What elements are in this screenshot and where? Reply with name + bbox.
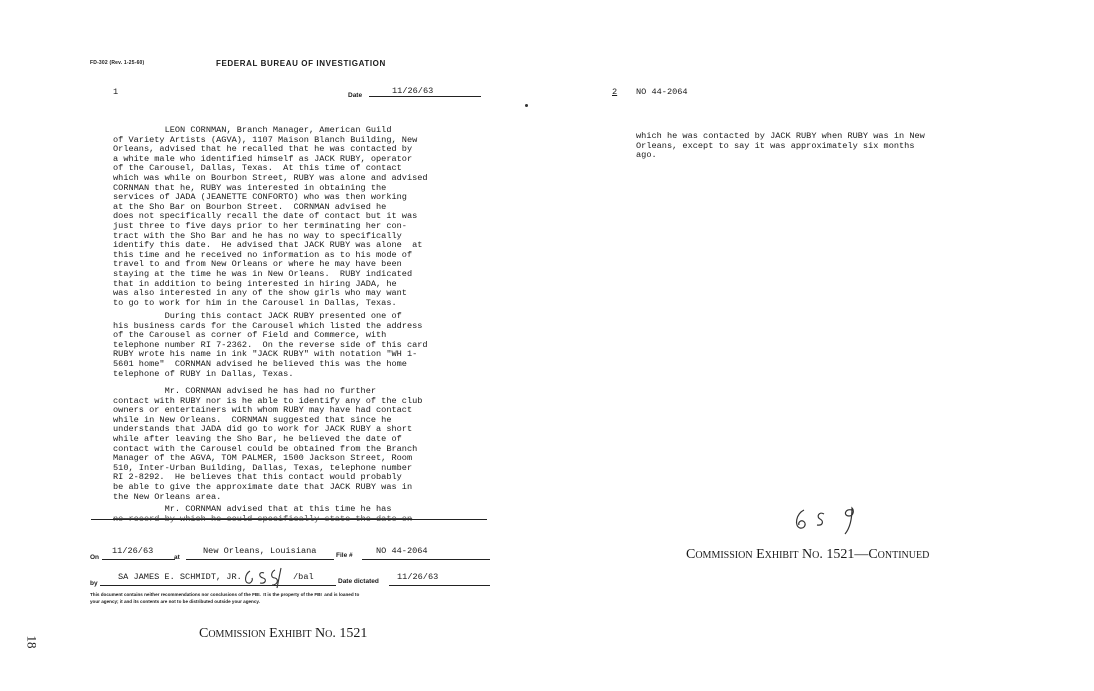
typist-initials: /bal (293, 572, 314, 582)
on-label: On (90, 554, 100, 561)
center-dot (525, 104, 528, 107)
at-label: at (174, 554, 180, 561)
date-label: Date (348, 92, 363, 99)
body-last-line: Mr. CORNMAN advised that at this time he has (113, 504, 392, 514)
by-label: by (90, 580, 98, 587)
on-date: 11/26/63 (112, 546, 154, 556)
file-label: File # (336, 552, 353, 559)
right-page-number: 2 (612, 87, 618, 97)
body-paragraph-3: Mr. CORNMAN advised he has had no further contact with RUBY nor is he able to identify any of the club owners or entertainers with whom RUBY may have had contact while in New Orleans. CORNMAN suggested that since he understands that JADA did go to work for JACK RUBY a short while after leaving the Sho Bar, he believed the date of contact with the Carousel could be obtained from the Branch Manager of the AGVA, TOM PALMER, 1500 Jackson Street, Room 510, Inter-Urban Building, Dallas, Texas, telephone number RI 2-8292. He believes that this contact would probably be able to give the approximate date that JACK RUBY was in the New Orleans area. (113, 386, 423, 502)
struck-line: no record by which he could specifically state the date on (113, 514, 413, 524)
agency-title: FEDERAL BUREAU OF INVESTIGATION (216, 59, 386, 68)
right-file-number: NO 44-2064 (636, 87, 688, 97)
exhibit-caption-right: Commission Exhibit No. 1521—Continued (686, 547, 930, 562)
right-paragraph: which he was contacted by JACK RUBY when RUBY was in New Orleans, except to say it was approximately six months ago. (636, 131, 925, 161)
agent-name: SA JAMES E. SCHMIDT, JR. (118, 572, 242, 582)
body-paragraph-1: LEON CORNMAN, Branch Manager, American Guild of Variety Artists (AGVA), 1107 Maison Blanch Building, New Orleans, advised that he recalled that he was contacted by a white male who identified himself as JACK RUBY, operator of the Carousel, Dallas, Texas. At this time of contact which was while on Bourbon Street, RUBY was alone and advised CORNMAN that he, RUBY was interested in obtaining the services of JADA (JEANETTE CONFORTO) who was then working at the Sho Bar on Bourbon Street. CORNMAN advised he does not specifically recall the date of contact but it was just three to five days prior to her terminating her con- tract with the Sho Bar and he has no way to specifically identify this date. He advised that JACK RUBY was alone at this time and he received no information as to his mode of travel to and from New Orleans or where he may have been staying at the time he was in New Orleans. RUBY indicated that in addition to being interested in hiring JADA, he was also interested in any of the show girls who may want to go to work for him in the Carousel in Dallas, Texas. (113, 125, 428, 308)
handwritten-number (790, 502, 870, 536)
dictated-label: Date dictated (338, 578, 379, 585)
form-number: FD-302 (Rev. 1-25-60) (90, 60, 145, 66)
location: New Orleans, Louisiana (203, 546, 317, 556)
margin-page-number: 18 (24, 635, 40, 649)
file-number: NO 44-2064 (376, 546, 428, 556)
exhibit-caption-left: Commission Exhibit No. 1521 (199, 626, 368, 641)
dictated-date: 11/26/63 (397, 572, 439, 582)
page-number: 1 (113, 87, 119, 97)
date-value: 11/26/63 (392, 86, 434, 96)
strike-rule (91, 519, 487, 520)
disclaimer: This document contains neither recommendations nor conclusions of the FBI. It is the property of the FBI and is loaned to your agency; it and its contents are not to be distributed outside your agency. (90, 592, 360, 604)
body-paragraph-2: During this contact JACK RUBY presented one of his business cards for the Carousel which listed the address of the Carousel as corner of Field and Commerce, with telephone number RI 7-2362. On the reverse side of this card RUBY wrote his name in ink "JACK RUBY" with notation "WH 1- 5601 home" CORNMAN advised he believed this was the home telephone of RUBY in Dallas, Texas. (113, 311, 428, 379)
